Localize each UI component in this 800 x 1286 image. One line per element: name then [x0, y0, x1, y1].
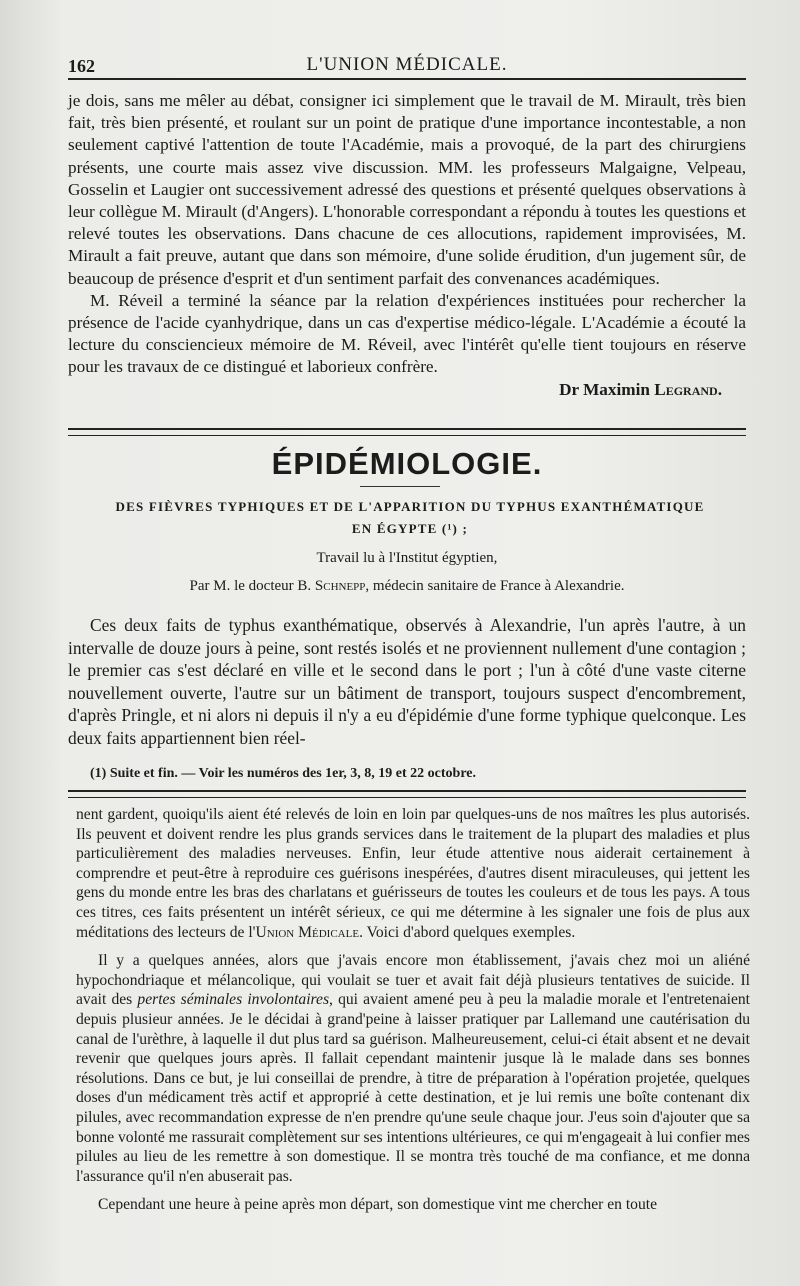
paragraph: Cependant une heure à peine après mon départ, son domestique vint me chercher en toute	[98, 1196, 658, 1214]
article-byline	[68, 578, 746, 595]
title-underline	[360, 486, 440, 487]
article-title	[100, 496, 720, 540]
paragraph: je dois, sans me mêler au débat, consigner ici simplement que le travail de M. Mirault, très bien fait, très bien présenté, et roulant sur un point de pratique d'une importance incontestable, a non seulement captivé l'attention de toute l'Académie, mais a provoqué, de la part des chirurgiens présents, une courte mais assez vive discussion. MM. les professeurs Malgaigne, Velpeau, Gosselin et Laugier ont successivement adressé des questions et présenté quelques observations à leur collègue M. Mirault (d'Angers). L'honorable correspondant a répondu à toutes les questions et relevé toutes les observations. Dans chacune de ces allocutions, rapidement improvisées, M. Mirault a fait preuve, autant que dans son mémoire, d'une solide érudition, d'un jugement sûr, de beaucoup de présence d'esprit et d'un sentiment parfait des convenances académiques.	[68, 91, 746, 288]
paragraph	[76, 951, 750, 1186]
running-title: L'UNION MÉDICALE.	[306, 54, 508, 75]
signature-prefix: Dr Maximin	[559, 379, 655, 399]
article-subtitle: Travail lu à l'Institut égyptien,	[316, 550, 498, 566]
footnote: (1) Suite et fin. — Voir les numéros des 1er, 3, 8, 19 et 22 octobre.	[90, 766, 477, 781]
running-header	[68, 50, 746, 80]
paragraph	[76, 805, 750, 942]
article-title-line: EN ÉGYPTE (¹) ;	[351, 521, 469, 536]
section-separator	[68, 428, 746, 436]
emphasis: pertes séminales involontaires	[137, 991, 330, 1009]
header-rule	[68, 78, 746, 80]
paragraph: M. Réveil a terminé la séance par la relation d'expériences instituées pour rechercher la présence de l'acide cyanhydrique, dans un cas d'expertise médico-légale. L'Académie a écouté la lecture du consciencieux mémoire de M. Réveil, avec l'intérêt qu'elle tient toujours en réserve pour les travaux de ce distingué et laborieux confrère.	[68, 290, 746, 377]
paragraph: Ces deux faits de typhus exanthématique, observés à Alexandrie, l'un après l'autre, à un intervalle de douze jours à peine, sont restés isolés et ne proviennent nullement d'une contagion ; le premier cas s'est déclaré en ville et le second dans le port ; l'un à côté d'une vaste citerne nouvellement ouverte, l'autre sur un bâtiment de transport, toujours suspect d'encombrement, d'après Pringle, et ni alors ni depuis il n'y a eu d'épidémie d'une forme typhique quelconque. Les deux faits appartiennent bien réel-	[68, 615, 746, 748]
feuilleton-separator	[68, 790, 746, 798]
byline-prefix: Par M. le docteur B.	[189, 578, 315, 594]
feuilleton-text	[76, 805, 750, 1215]
text-run: , qui avaient amené peu à peu la maladie morale et l'entretenaient depuis plusieur années. Je le décidai à grand'peine à laisser pratiquer par Lallemand une cautérisation du canal de l'urèthre, à laquelle il dut plus tard sa guérison. Malheureusement, celui-ci était absent et ne devait revenir que quelques jours après. Il fallait cependant maintenir jusque là le malade dans ses bonnes résolutions. Dans ce but, je lui conseillai de prendre, à titre de préparation à l'opération projetée, quelques doses d'un médicament très actif et approprié à cette destination, et je lui remis une boîte contenant dix pilules, avec recommandation expresse de n'en prendre qu'une seule chaque jour. J'eus soin d'ajouter que sa bonne volonté me rassurait complètement sur ses intentions ultérieures, ce qui m'engageait à lui confier mes pilules au lieu de les remettre à son domestique. Il se montra très touché de ma confiance, et me donna l'assurance qu'il n'en abuserait pas.	[76, 991, 751, 1185]
article-text	[68, 614, 746, 749]
text-run: . Voici d'abord quelques exemples.	[359, 923, 576, 941]
text-run: nent gardent, quoiqu'ils aient été relevés de loin en loin par quelques-uns de nos maîtres les plus autorisés. Ils peuvent et doivent rendre les plus grands services dans le traitement de la plupart des maladies et plus particulièrement des maladies nerveuses. Enfin, leur étude attentive nous aiderait certainement à comprendre et peut-être à reproduire ces guérisons inespérées, d'autres disent miraculeuses, qui jettent les gens du monde entre les bras des charlatans et guérisseurs de toutes les couleurs et de tous les pays. A tous ces titres, ces faits présentent un intérêt sérieux, ce qui me détermine à les signaler une fois de plus aux méditations des lecteurs de l'	[76, 806, 750, 941]
journal-name: Union Médicale	[255, 923, 360, 941]
page-number: 162	[68, 56, 95, 76]
author-name: Schnepp	[314, 578, 366, 594]
byline-suffix: , médecin sanitaire de France à Alexandrie.	[365, 578, 625, 594]
article-title-line: DES FIÈVRES TYPHIQUES ET DE L'APPARITION DU TYPHUS EXANTHÉMATIQUE	[115, 499, 705, 514]
text-run: Il y a quelques années, alors que j'avais encore mon établissement, j'avais chez moi un aliéné hypochondriaque et mélancolique, qui voulait se tuer et avait fait déjà plusieurs tentatives de suicide. Il avait des	[76, 952, 750, 1009]
section-title: ÉPIDÉMIOLOGIE.	[271, 446, 543, 481]
signature-name: Legrand.	[654, 379, 722, 399]
academy-report-text	[68, 90, 746, 401]
signature	[68, 379, 746, 401]
